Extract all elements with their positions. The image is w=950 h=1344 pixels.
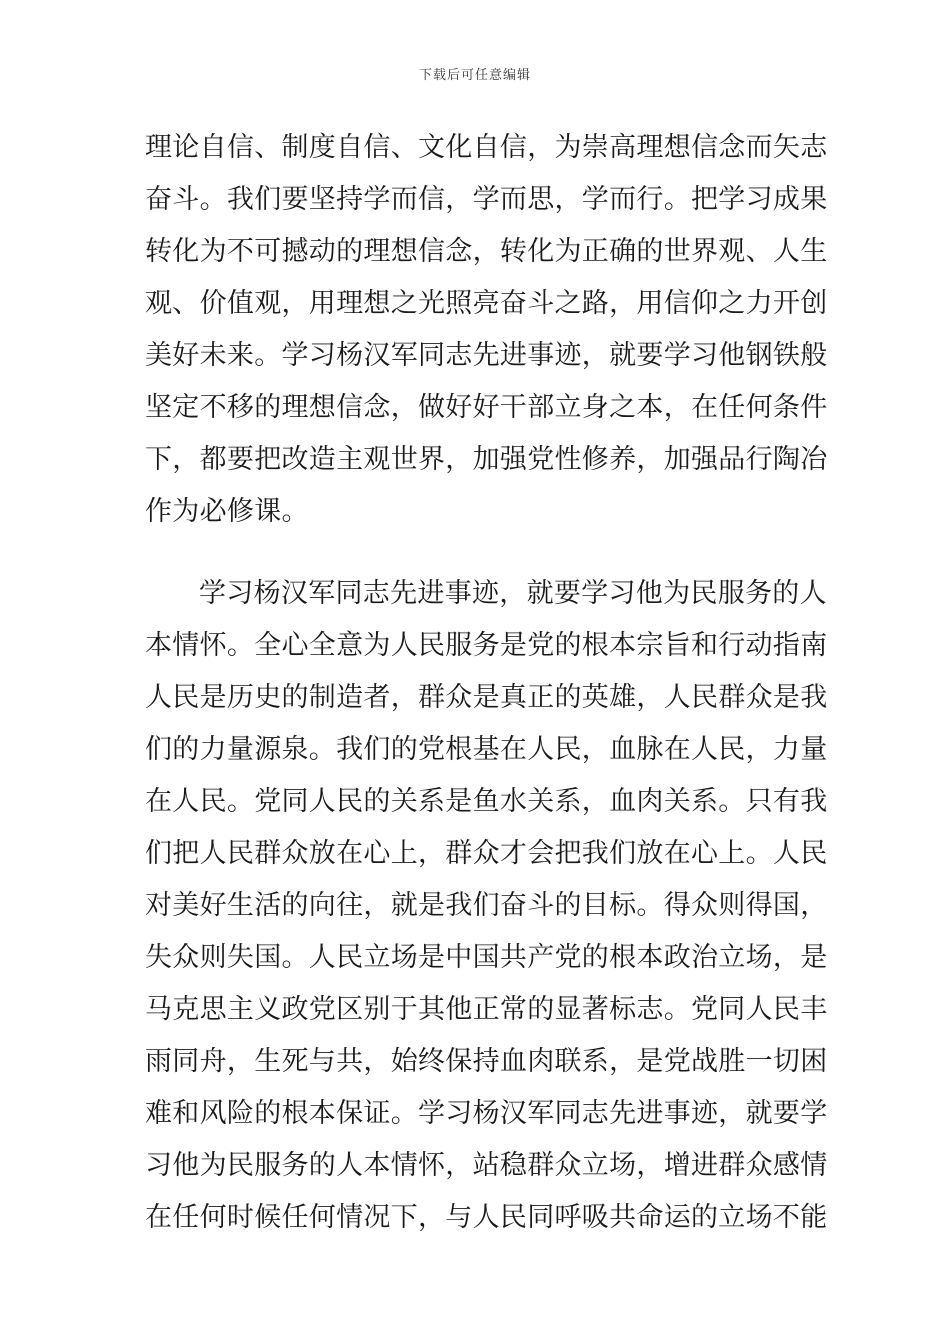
text-line: 失众则失国。人民立场是中国共产党的根本政治立场，是 <box>145 942 828 973</box>
text-line: 在人民。党同人民的关系是鱼水关系，血肉关系。只有我 <box>145 786 828 817</box>
page-header-note: 下载后可任意编辑 <box>418 68 531 83</box>
text-line: 坚定不移的理想信念，做好好干部立身之本，在任何条件 <box>145 392 828 423</box>
text-line: 难和风险的根本保证。学习杨汉军同志先进事迹，就要学 <box>145 1098 828 1129</box>
text-line: 习他为民服务的人本情怀，站稳群众立场，增进群众感情 <box>145 1150 828 1181</box>
text-line: 们的力量源泉。我们的党根基在人民，血脉在人民，力量 <box>145 734 828 765</box>
text-line: 理论自信、制度自信、文化自信，为崇高理想信念而矢志 <box>145 132 828 163</box>
text-line: 对美好生活的向往，就是我们奋斗的目标。得众则得国， <box>145 890 828 921</box>
text-line: 作为必修课。 <box>145 496 309 527</box>
text-line: 人民是历史的制造者，群众是真正的英雄，人民群众是我 <box>145 682 828 713</box>
text-line: 转化为不可撼动的理想信念，转化为正确的世界观、人生 <box>145 236 828 267</box>
text-line: 本情怀。全心全意为人民服务是党的根本宗旨和行动指南 <box>145 630 828 661</box>
paragraph-2 <box>145 568 828 1244</box>
text-line: 下，都要把改造主观世界，加强党性修养，加强品行陶冶 <box>145 444 828 475</box>
text-line: 雨同舟，生死与共，始终保持血肉联系，是党战胜一切困 <box>145 1046 828 1077</box>
text-line: 美好未来。学习杨汉军同志先进事迹，就要学习他钢铁般 <box>145 340 828 371</box>
text-line: 在任何时候任何情况下，与人民同呼吸共命运的立场不能 <box>145 1202 828 1233</box>
text-line-indented: 学习杨汉军同志先进事迹，就要学习他为民服务的人 <box>199 578 827 609</box>
text-line: 马克思主义政党区别于其他正常的显著标志。党同人民丰 <box>145 994 828 1025</box>
text-line: 观、价值观，用理想之光照亮奋斗之路，用信仰之力开创 <box>145 288 828 319</box>
text-line: 们把人民群众放在心上，群众才会把我们放在心上。人民 <box>145 838 828 869</box>
text-line: 奋斗。我们要坚持学而信，学而思，学而行。把学习成果 <box>145 184 828 215</box>
paragraph-1 <box>145 122 828 538</box>
